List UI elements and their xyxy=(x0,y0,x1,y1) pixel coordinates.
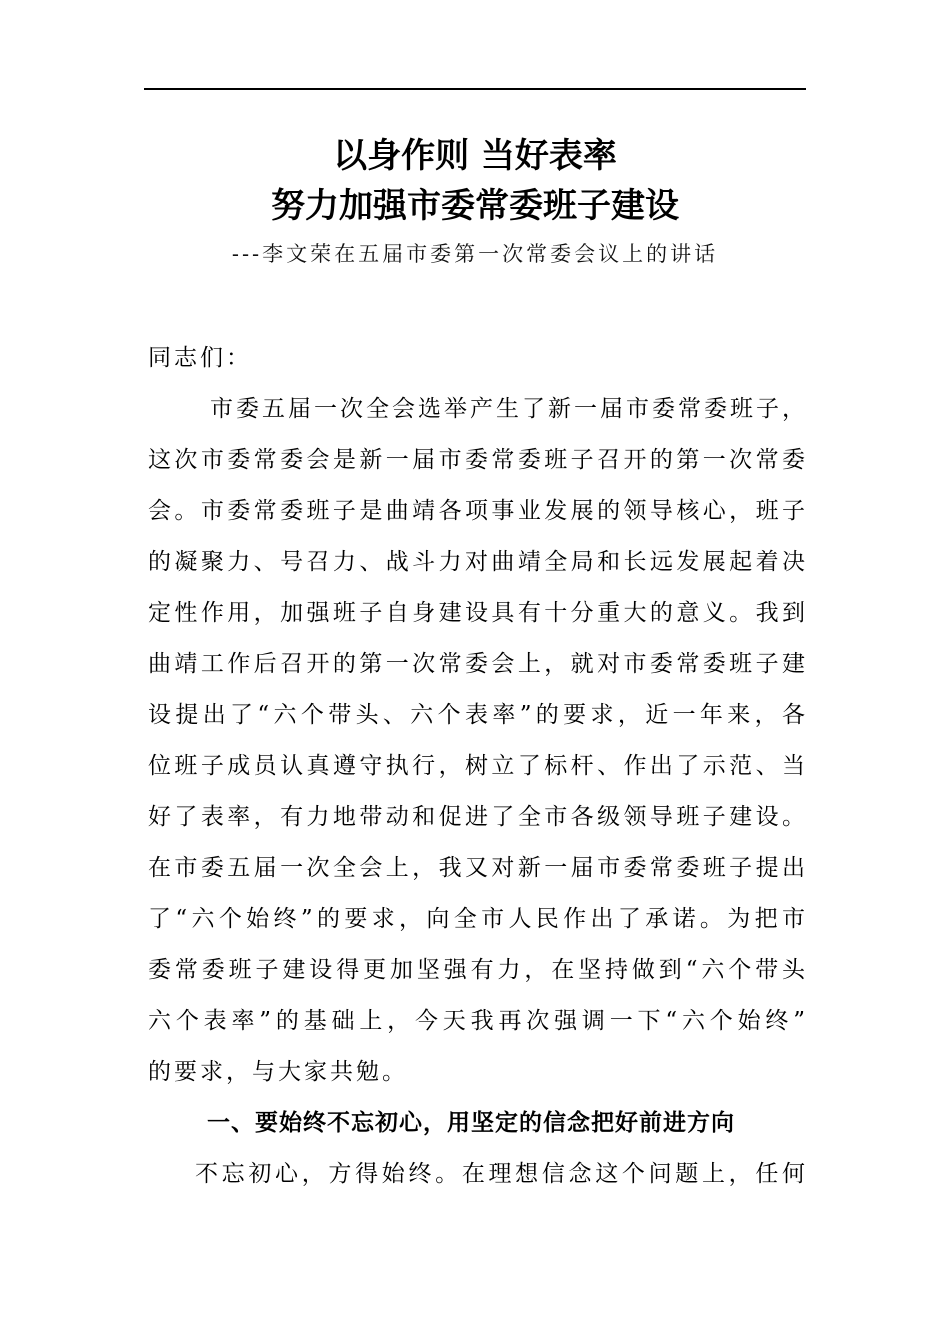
paragraph-line: 了“六个始终”的要求，向全市人民作出了承诺。为把市 xyxy=(148,906,805,932)
salutation: 同志们： xyxy=(148,345,252,371)
paragraph-line: 委常委班子建设得更加坚强有力，在坚持做到“六个带头 xyxy=(148,957,805,983)
section-heading: 一、要始终不忘初心，用坚定的信念把好前进方向 xyxy=(207,1110,735,1136)
paragraph-line: 这次市委常委会是新一届市委常委班子召开的第一次常委 xyxy=(148,447,805,473)
paragraph-line: 市委五届一次全会选举产生了新一届市委常委班子， xyxy=(210,396,805,422)
document-body xyxy=(148,333,805,1200)
title-line-1: 以身作则 当好表率 xyxy=(333,136,617,176)
paragraph-line: 好了表率，有力地带动和促进了全市各级领导班子建设。 xyxy=(148,804,805,830)
paragraph-line: 会。市委常委班子是曲靖各项事业发展的领导核心，班子 xyxy=(148,498,805,524)
subtitle: ---李文荣在五届市委第一次常委会议上的讲话 xyxy=(231,242,719,266)
paragraph-line: 的要求，与大家共勉。 xyxy=(148,1059,408,1085)
paragraph-line: 的凝聚力、号召力、战斗力对曲靖全局和长远发展起着决 xyxy=(148,549,805,575)
paragraph-line: 不忘初心，方得始终。在理想信念这个问题上，任何 xyxy=(195,1161,805,1187)
paragraph-line: 位班子成员认真遵守执行，树立了标杆、作出了示范、当 xyxy=(148,753,805,779)
paragraph-line: 六个表率”的基础上，今天我再次强调一下“六个始终” xyxy=(148,1008,805,1034)
paragraph-line: 在市委五届一次全会上，我又对新一届市委常委班子提出 xyxy=(148,855,805,881)
title-line-2: 努力加强市委常委班子建设 xyxy=(271,186,679,226)
header-rule xyxy=(144,88,806,90)
paragraph-line: 定性作用，加强班子自身建设具有十分重大的意义。我到 xyxy=(148,600,805,626)
paragraph-line: 设提出了“六个带头、六个表率”的要求，近一年来，各 xyxy=(148,702,805,728)
paragraph-line: 曲靖工作后召开的第一次常委会上，就对市委常委班子建 xyxy=(148,651,805,677)
